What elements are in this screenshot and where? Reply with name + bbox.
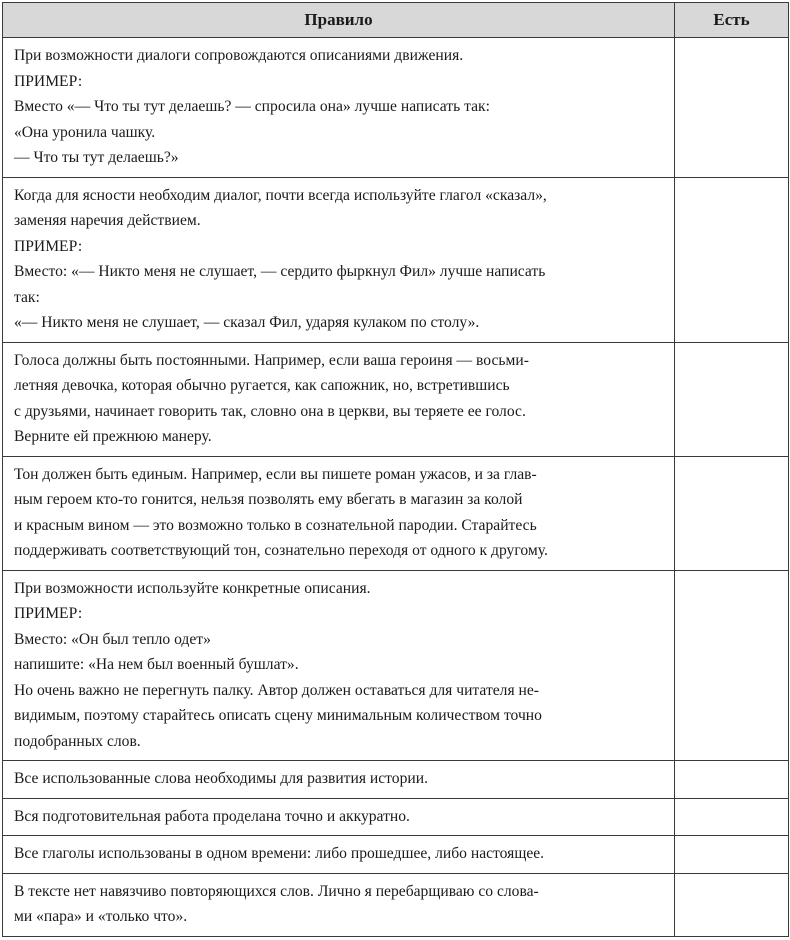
rule-text-line: В тексте нет навязчиво повторяющихся слов. Лично я перебарщиваю со слова- [14,882,539,900]
header-have: Есть [675,3,789,38]
rule-text-line: с друзьями, начинает говорить так, словно она в церкви, вы теряете ее голос. [14,402,526,420]
have-checkbox-cell[interactable] [675,798,789,836]
have-checkbox-cell[interactable] [675,342,789,456]
have-checkbox-cell[interactable] [675,873,789,936]
rule-text-line: ным героем кто-то гонится, нельзя позволять ему вбегать в магазин за колой [14,491,523,508]
rule-text-line: Вместо: «Он был тепло одет» [14,630,211,648]
rule-text-line: заменяя наречия действием. [14,212,201,229]
rule-text-line: Все использованные слова необходимы для развития истории. [14,770,428,787]
checklist-table [2,2,789,937]
rule-cell [3,873,675,936]
rule-text-line: видимым, поэтому старайтесь описать сцену минимальным количеством точно [14,707,542,724]
rule-text-line: Тон должен быть единым. Например, если вы пишете роман ужасов, и за глав- [14,465,537,483]
rule-cell [3,761,675,799]
rule-text-line: ми «пара» и «только что». [14,908,188,925]
rule-cell [3,798,675,836]
rule-text-line: При возможности диалоги сопровождаются описаниями движения. [14,47,464,64]
table-row [3,873,789,936]
rule-text-line: и красным вином — это возможно только в сознательной пародии. Старайтесь [14,516,537,534]
rule-text-line: Голоса должны быть постоянными. Например, если ваша героиня — восьми- [14,351,529,369]
table-row [3,798,789,836]
rule-text-line: ПРИМЕР: [14,72,83,90]
rule-text-line: «Она уронила чашку. [14,123,156,141]
table-row [3,836,789,874]
header-rule: Правило [3,3,675,38]
rule-text-line: Все глаголы использованы в одном времени: либо прошедшее, либо настоящее. [14,845,545,862]
rule-text-line: Верните ей прежнюю манеру. [14,428,212,445]
table-row [3,177,789,342]
rule-cell [3,456,675,570]
rule-text-line: ПРИМЕР: [14,237,83,255]
rule-cell [3,177,675,342]
have-checkbox-cell[interactable] [675,456,789,570]
rule-text-line: ПРИМЕР: [14,605,83,622]
rule-text-line: При возможности используйте конкретные описания. [14,579,371,597]
have-checkbox-cell[interactable] [675,177,789,342]
have-checkbox-cell[interactable] [675,570,789,761]
rule-text-line: Когда для ясности необходим диалог, почти всегда используйте глагол «сказал», [14,186,547,204]
rule-text-line: подобранных слов. [14,732,141,750]
table-row [3,570,789,761]
table-row [3,342,789,456]
rule-cell [3,342,675,456]
have-checkbox-cell[interactable] [675,38,789,178]
rule-text-line: поддерживать соответствующий тон, сознательно переходя от одного к другому. [14,542,548,559]
rule-cell [3,570,675,761]
table-row [3,456,789,570]
rule-text-line: напишите: «На нем был военный бушлат». [14,656,299,673]
rule-text-line: Вместо «— Что ты тут делаешь? — спросила она» лучше написать так: [14,98,490,115]
rule-cell [3,836,675,874]
rule-text-line: летняя девочка, которая обычно ругается, как сапожник, но, встретившись [14,377,510,394]
table-row [3,761,789,799]
rule-text-line: Вместо: «— Никто меня не слушает, — сердито фыркнул Фил» лучше написать [14,263,546,280]
rule-text-line: «— Никто меня не слушает, — сказал Фил, ударяя кулаком по столу». [14,314,480,331]
have-checkbox-cell[interactable] [675,836,789,874]
rule-text-line: так: [14,288,40,306]
rule-text-line: Но очень важно не перегнуть палку. Автор должен оставаться для читателя не- [14,681,539,699]
checklist-body [3,38,789,937]
rule-text-line: Вся подготовительная работа проделана точно и аккуратно. [14,807,410,825]
table-row [3,38,789,178]
rule-cell [3,38,675,178]
rule-text-line: — Что ты тут делаешь?» [14,149,179,166]
header-row [3,3,789,38]
have-checkbox-cell[interactable] [675,761,789,799]
